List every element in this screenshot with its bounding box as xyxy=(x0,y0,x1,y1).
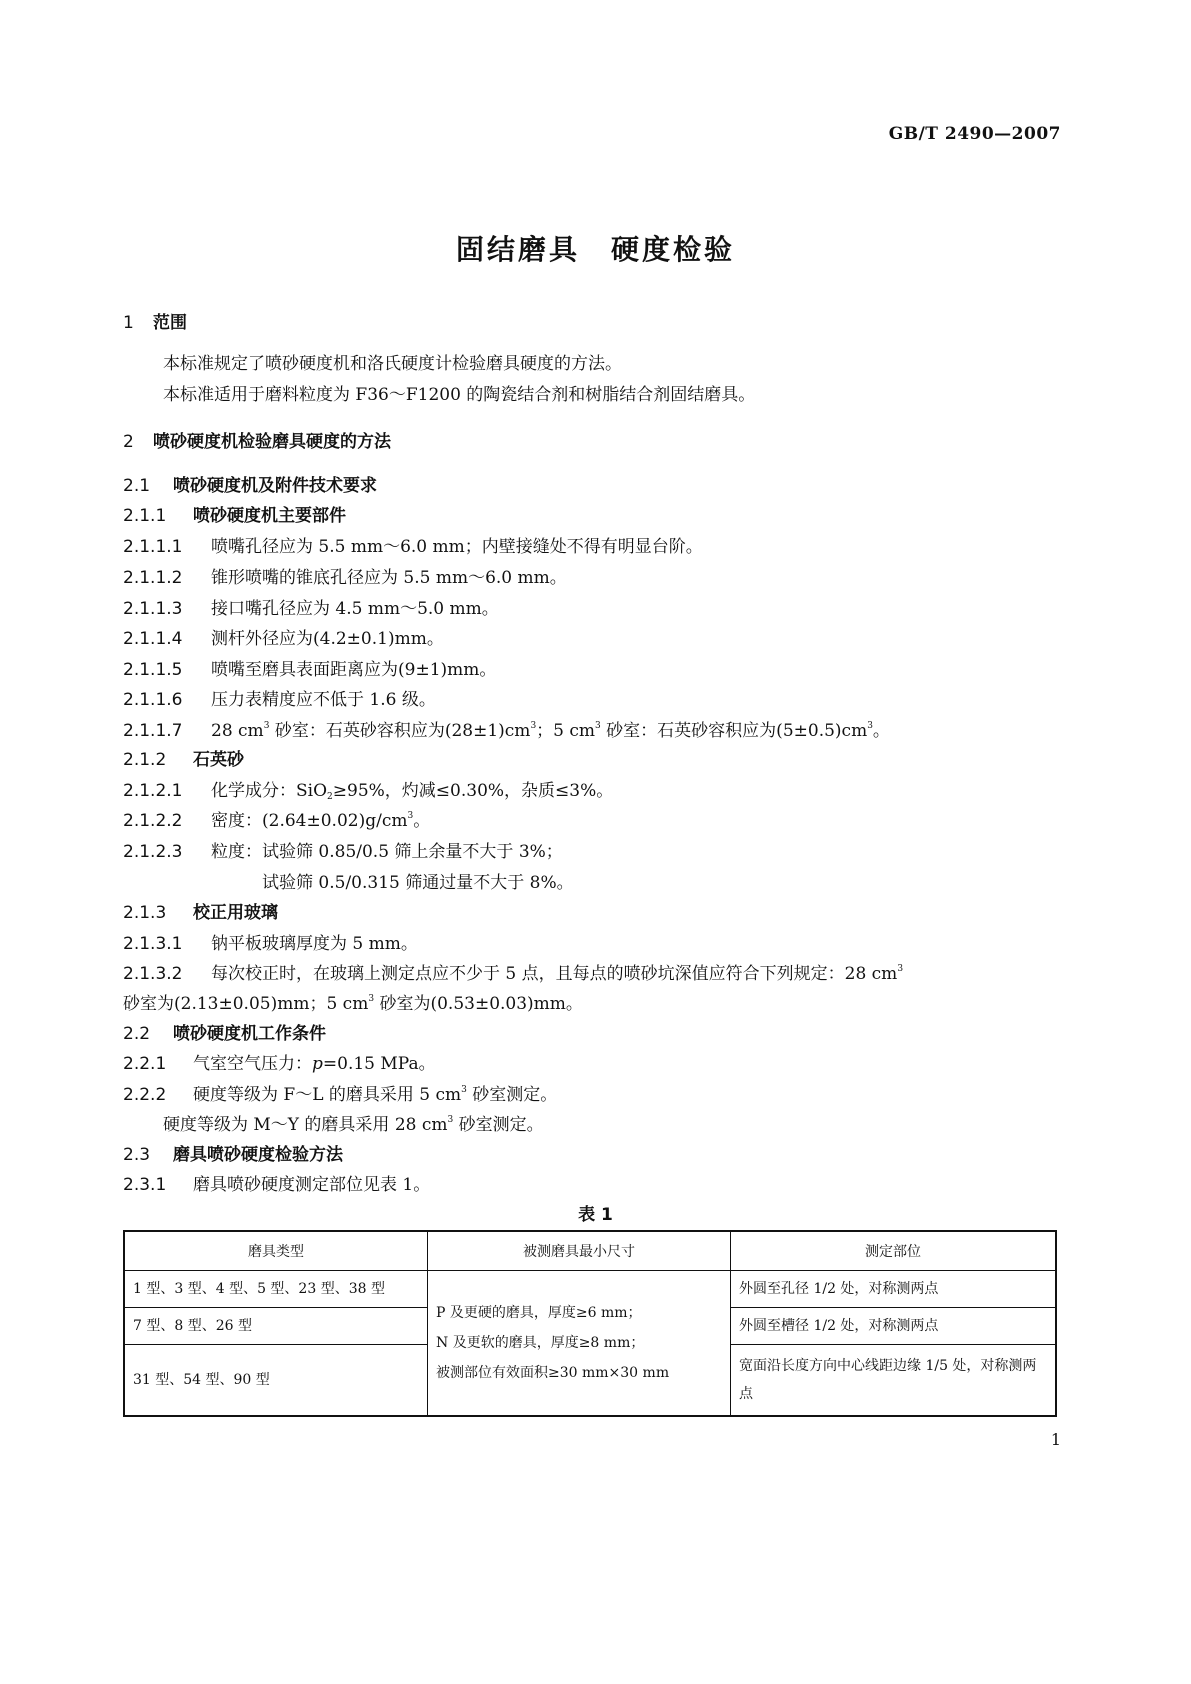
clause-text: 砂室为(2.13±0.05)mm；5 cm xyxy=(123,994,369,1014)
section-number: 1 xyxy=(123,313,134,333)
clause-continuation xyxy=(123,989,583,1014)
clause-continuation xyxy=(163,1110,544,1135)
superscript: 3 xyxy=(867,721,873,731)
clause-text: =0.15 MPa。 xyxy=(322,1054,436,1074)
size-line: P 及更硬的磨具，厚度≥6 mm； xyxy=(436,1305,642,1321)
clause-text: 硬度等级为 F～L 的磨具采用 5 cm xyxy=(193,1085,462,1105)
clause-number: 2.1.3.1 xyxy=(123,934,183,954)
section-2-1-2-heading xyxy=(123,745,244,770)
clause-text: 锥形喷嘴的锥底孔径应为 5.5 mm～6.0 mm。 xyxy=(211,568,567,588)
clause-2-1-2-3 xyxy=(123,837,563,862)
clause-number: 2.1.2.1 xyxy=(123,781,183,801)
clause-2-2-1 xyxy=(123,1049,436,1074)
section-title: 喷砂硬度机工作条件 xyxy=(173,1024,326,1044)
clause-text: 砂室测定。 xyxy=(466,1085,558,1105)
symbol-p: p xyxy=(312,1054,323,1074)
section-title: 校正用玻璃 xyxy=(193,903,278,923)
clause-text: 。 xyxy=(872,721,890,741)
clause-number: 2.2.1 xyxy=(123,1054,167,1074)
clause-text: 每次校正时，在玻璃上测定点应不少于 5 点，且每点的喷砂坑深值应符合下列规定：28 cm xyxy=(211,964,898,984)
section-number: 2 xyxy=(123,432,134,452)
section-1-heading xyxy=(123,308,187,333)
clause-text: ≥95%，灼减≤0.30%，杂质≤3%。 xyxy=(332,781,614,801)
superscript: 3 xyxy=(530,721,537,731)
page-number: 1 xyxy=(1050,1430,1061,1449)
superscript: 3 xyxy=(897,964,904,974)
table-header-row xyxy=(124,1231,1056,1271)
clause-number: 2.1.2.3 xyxy=(123,842,183,862)
section-number: 2.1.3 xyxy=(123,903,167,923)
table-caption: 表 1 xyxy=(578,1205,613,1225)
clause-2-1-1-5 xyxy=(123,655,496,680)
clause-2-2-2 xyxy=(123,1080,557,1105)
table-cell-part: 宽面沿长度方向中心线距边缘 1/5 处，对称测两点 xyxy=(731,1345,1057,1417)
clause-text: 测杆外径应为(4.2±0.1)mm。 xyxy=(211,629,444,649)
size-line: 被测部位有效面积≥30 mm×30 mm xyxy=(436,1365,670,1381)
clause-text: 砂室测定。 xyxy=(453,1115,544,1135)
clause-2-1-1-3 xyxy=(123,594,499,619)
clause-number: 2.1.1.1 xyxy=(123,537,183,557)
standard-number: GB/T 2490—2007 xyxy=(888,124,1061,144)
clause-number: 2.1.1.7 xyxy=(123,721,183,741)
measurement-table xyxy=(123,1230,1057,1417)
table-cell-type: 31 型、54 型、90 型 xyxy=(124,1345,428,1417)
clause-2-1-1-7 xyxy=(123,716,890,741)
clause-2-1-1-6 xyxy=(123,685,436,710)
superscript: 3 xyxy=(461,1085,467,1095)
clause-text: 砂室：石英砂容积应为(5±0.5)cm xyxy=(600,721,868,741)
clause-number: 2.1.3.2 xyxy=(123,964,183,984)
subscript: 2 xyxy=(327,792,333,802)
table-cell-part: 外圆至孔径 1/2 处，对称测两点 xyxy=(731,1271,1057,1308)
section-title: 石英砂 xyxy=(193,750,244,770)
clause-number: 2.3.1 xyxy=(123,1175,167,1195)
clause-continuation: 试验筛 0.5/0.315 筛通过量不大于 8%。 xyxy=(262,873,574,893)
section-number: 2.1.1 xyxy=(123,506,167,526)
table-row xyxy=(124,1271,1056,1308)
clause-number: 2.2.2 xyxy=(123,1085,167,1105)
section-title: 喷砂硬度机及附件技术要求 xyxy=(173,476,377,496)
table-header: 磨具类型 xyxy=(124,1231,428,1271)
table-cell-type: 1 型、3 型、4 型、5 型、23 型、38 型 xyxy=(124,1271,428,1308)
clause-text: 28 cm xyxy=(211,721,264,741)
clause-text: 喷嘴孔径应为 5.5 mm～6.0 mm；内壁接缝处不得有明显台阶。 xyxy=(211,537,703,557)
clause-2-1-3-2 xyxy=(123,959,903,984)
clause-number: 2.1.1.4 xyxy=(123,629,183,649)
section-2-1-1-heading xyxy=(123,501,346,526)
superscript: 3 xyxy=(447,1115,454,1125)
clause-2-1-1-1 xyxy=(123,532,703,557)
size-line: N 及更软的磨具，厚度≥8 mm； xyxy=(436,1335,645,1351)
superscript: 3 xyxy=(407,811,414,821)
section-2-1-3-heading xyxy=(123,898,278,923)
superscript: 3 xyxy=(595,721,601,731)
clause-text: 接口嘴孔径应为 4.5 mm～5.0 mm。 xyxy=(211,599,499,619)
section-number: 2.3 xyxy=(123,1145,151,1165)
superscript: 3 xyxy=(368,994,375,1004)
superscript: 3 xyxy=(263,721,270,731)
clause-number: 2.1.1.3 xyxy=(123,599,183,619)
clause-number: 2.1.1.5 xyxy=(123,660,183,680)
table-cell-part: 外圆至槽径 1/2 处，对称测两点 xyxy=(731,1308,1057,1345)
section-2-2-heading xyxy=(123,1019,326,1044)
clause-2-1-2-2 xyxy=(123,806,430,831)
clause-text: 密度：(2.64±0.02)g/cm xyxy=(211,811,408,831)
section-2-1-heading xyxy=(123,471,377,496)
section-number: 2.1.2 xyxy=(123,750,167,770)
section-title: 喷砂硬度机主要部件 xyxy=(193,506,346,526)
section-title: 范围 xyxy=(153,313,187,333)
clause-text: 硬度等级为 M～Y 的磨具采用 28 cm xyxy=(163,1115,448,1135)
section-number: 2.2 xyxy=(123,1024,151,1044)
clause-text: 气室空气压力： xyxy=(193,1054,312,1074)
clause-number: 2.1.1.6 xyxy=(123,690,183,710)
clause-text: 钠平板玻璃厚度为 5 mm。 xyxy=(211,934,418,954)
paragraph: 本标准适用于磨料粒度为 F36～F1200 的陶瓷结合剂和树脂结合剂固结磨具。 xyxy=(163,385,756,405)
section-number: 2.1 xyxy=(123,476,151,496)
page-title: 固结磨具 硬度检验 xyxy=(455,233,735,266)
section-title: 喷砂硬度机检验磨具硬度的方法 xyxy=(153,432,391,452)
clause-text: 压力表精度应不低于 1.6 级。 xyxy=(211,690,436,710)
clause-text: 喷嘴至磨具表面距离应为(9±1)mm。 xyxy=(211,660,497,680)
clause-2-1-1-2 xyxy=(123,563,567,588)
clause-text: 粒度：试验筛 0.85/0.5 筛上余量不大于 3%； xyxy=(211,842,563,862)
clause-text: 砂室为(0.53±0.03)mm。 xyxy=(374,994,583,1014)
clause-2-3-1 xyxy=(123,1170,430,1195)
table-cell-size xyxy=(428,1271,731,1417)
clause-number: 2.1.2.2 xyxy=(123,811,183,831)
clause-2-1-1-4 xyxy=(123,624,444,649)
clause-text: 磨具喷砂硬度测定部位见表 1。 xyxy=(193,1175,431,1195)
table-header: 被测磨具最小尺寸 xyxy=(428,1231,731,1271)
table-cell-type: 7 型、8 型、26 型 xyxy=(124,1308,428,1345)
clause-text: ；5 cm xyxy=(536,721,596,741)
clause-number: 2.1.1.2 xyxy=(123,568,183,588)
clause-2-1-2-1 xyxy=(123,776,613,801)
table-header: 测定部位 xyxy=(731,1231,1057,1271)
section-2-heading xyxy=(123,427,391,452)
section-title: 磨具喷砂硬度检验方法 xyxy=(173,1145,343,1165)
section-2-3-heading xyxy=(123,1140,343,1165)
paragraph: 本标准规定了喷砂硬度机和洛氏硬度计检验磨具硬度的方法。 xyxy=(163,354,622,374)
clause-2-1-3-1 xyxy=(123,929,418,954)
clause-text: 化学成分：SiO xyxy=(211,781,328,801)
clause-text: 砂室：石英砂容积应为(28±1)cm xyxy=(269,721,531,741)
clause-text: 。 xyxy=(413,811,431,831)
